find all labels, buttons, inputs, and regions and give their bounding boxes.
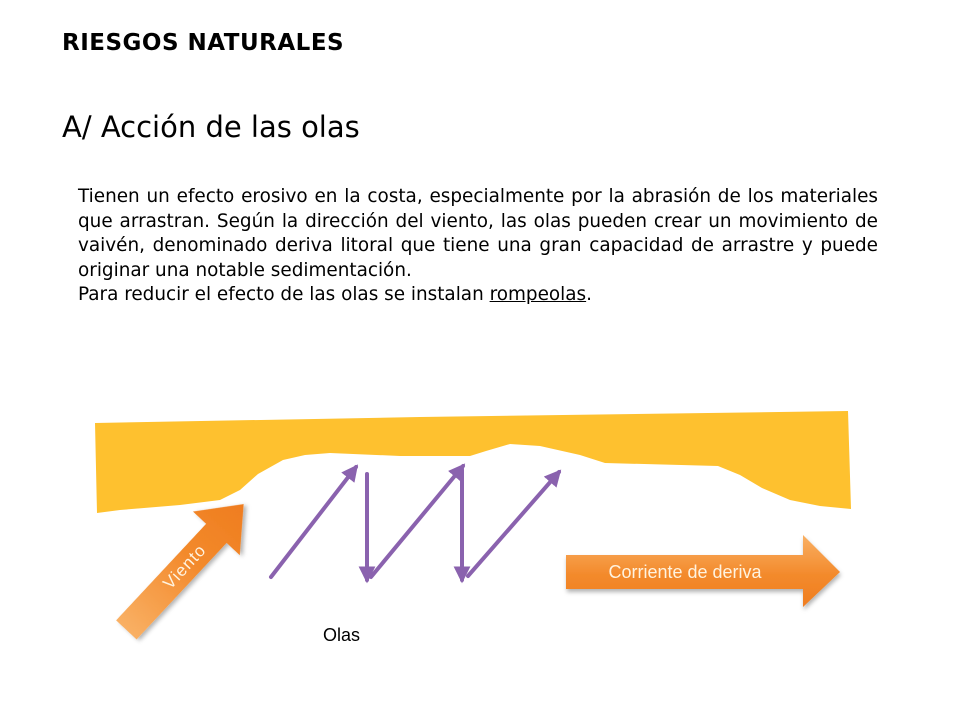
wave-arrows <box>271 466 559 580</box>
paragraph-breakwaters-period: . <box>586 284 592 306</box>
breakwaters-link[interactable]: rompeolas <box>489 284 587 306</box>
wind-label: Viento <box>159 540 210 593</box>
wave-arrow-3 <box>371 466 463 577</box>
coastline-land <box>95 411 851 513</box>
paragraph-breakwaters-text: Para reducir el efecto de las olas se instalan <box>78 284 490 306</box>
wave-arrow-5 <box>468 472 559 576</box>
section-title: RIESGOS NATURALES <box>62 30 345 56</box>
drift-current-label: Corriente de deriva <box>608 561 762 582</box>
paragraph-erosion: Tienen un efecto erosivo en la costa, especialmente por la abrasión de los materiales que arrastran. Según la dirección del viento, las olas pueden crear un movimiento de vaivén, denominado deriva litoral que tiene una gran capacidad de arrastre y puede originar una notable sedimentación. <box>78 186 878 281</box>
slide-subtitle: A/ Acción de las olas <box>62 110 360 144</box>
wave-arrow-1 <box>271 467 356 577</box>
waves-caption: Olas <box>323 625 361 645</box>
